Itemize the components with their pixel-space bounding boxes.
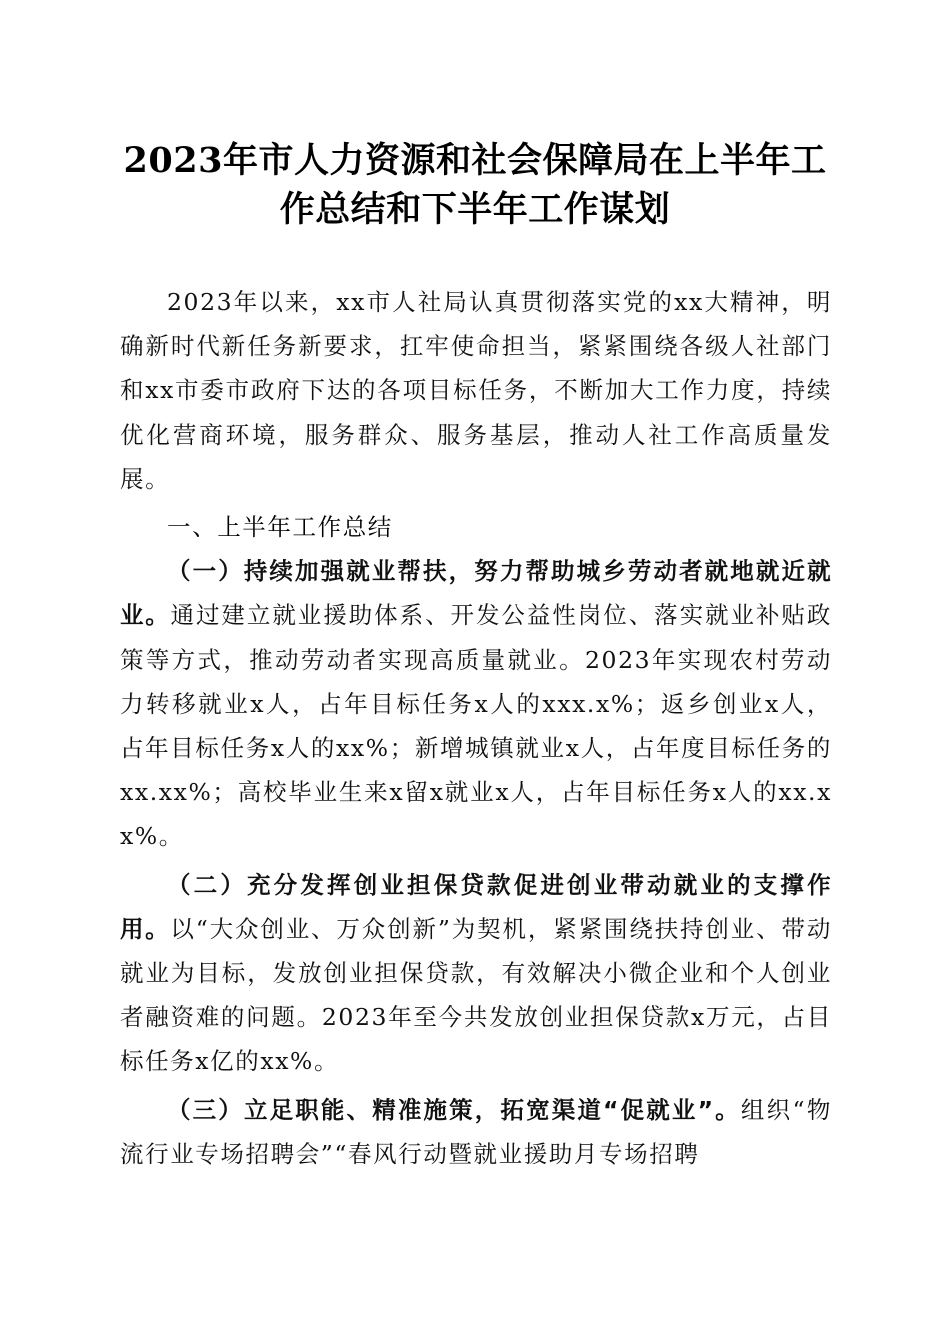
section-heading: 一、上半年工作总结 xyxy=(167,513,393,542)
title-line-2: 作总结和下半年工作谋划 xyxy=(279,189,671,230)
paragraph-item-3 xyxy=(120,1088,832,1176)
item-1-text: 通过建立就业援助体系、开发公益性岗位、落实就业补贴政策等方式，推动劳动者实现高质量就业。2023年实现农村劳动力转移就业x人，占年目标任务x人的xxx.x%；返乡创业x人，占年目标任务x人的xx%；新增城镇就业x人，占年度目标任务的xx.xx%；高校毕业生来x留x就业x人，占年目标任务x人的xx.xx%。 xyxy=(120,601,832,851)
item-2-text: 以“大众创业、万众创新”为契机，紧紧围绕扶持创业、带动就业为目标，发放创业担保贷款，有效解决小微企业和个人创业者融资难的问题。2023年至今共发放创业担保贷款x万元，占目标任务x亿的xx%。 xyxy=(120,914,832,1076)
item-2-heading: （二）充分发挥创业担保贷款促进创业带动就业的支撑作用。 xyxy=(120,870,832,943)
paragraph-item-1 xyxy=(120,549,832,858)
item-3-text: 组织“物流行业专场招聘会”“春风行动暨就业援助月专场招聘 xyxy=(120,1095,832,1168)
item-1-heading: （一）持续加强就业帮扶，努力帮助城乡劳动者就地就近就业。 xyxy=(120,557,832,630)
item-3-heading: （三）立足职能、精准施策，拓宽渠道“促就业”。 xyxy=(167,1095,741,1124)
document-body xyxy=(120,280,832,1176)
intro-paragraph: 2023年以来，xx市人社局认真贯彻落实党的xx大精神，明确新时代新任务新要求，扛牢使命担当，紧紧围绕各级人社部门和xx市委市政府下达的各项目标任务，不断加大工作力度，持续优化营商环境，服务群众、服务基层，推动人社工作高质量发展。 xyxy=(120,288,832,493)
paragraph-item-2 xyxy=(120,863,832,1084)
title-line-1: 2023年市人力资源和社会保障局在上半年工 xyxy=(123,140,827,181)
document-title xyxy=(100,136,850,234)
